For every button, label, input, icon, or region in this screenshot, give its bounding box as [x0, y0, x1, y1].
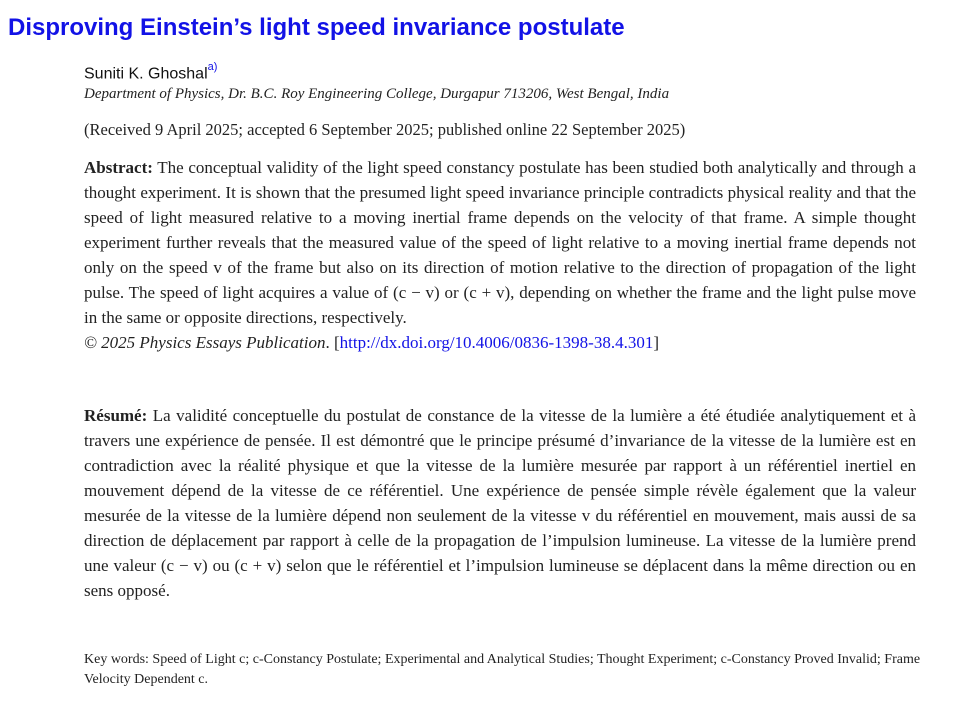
resume-label: Résumé:	[84, 406, 148, 425]
resume-text: La validité conceptuelle du postulat de constance de la vitesse de la lumière a été étudiée analytiquement et à travers une expérience de pensée. Il est démontré que le principe présumé d’invariance de la vitesse de la lumière est en contradiction avec la réalité physique et que la vitesse de la lumière mesurée par rapport à un référentiel inertiel en mouvement dépend de la vitesse de ce référentiel. Une expérience de pensée simple révèle également que la valeur mesurée de la vitesse de la lumière dépend non seulement de la vitesse v du référentiel en mouvement, mais aussi de sa direction de déplacement par rapport à celle de la propagation de l’impulsion lumineuse. La vitesse de la lumière prend une valeur (c − v) ou (c + v) selon que le référentiel et l’impulsion lumineuse se déplacent dans la même direction ou en sens opposé.	[84, 406, 916, 600]
copyright-notice: © 2025 Physics Essays Publication	[84, 333, 326, 352]
abstract	[84, 155, 916, 355]
doi-close: ]	[653, 333, 660, 352]
paper-title: Disproving Einstein’s light speed invariance postulate	[8, 14, 625, 41]
doi-open: . [	[325, 333, 340, 352]
doi-link[interactable]: http://dx.doi.org/10.4006/0836-1398-38.4.301	[339, 333, 654, 352]
keywords: Key words: Speed of Light c; c-Constancy Postulate; Experimental and Analytical Studies; Thought Experiment; c-Constancy Proved Invalid; Frame Velocity Dependent c.	[84, 652, 921, 687]
abstract-label: Abstract:	[84, 158, 153, 177]
author-footnote-link[interactable]: a)	[207, 61, 218, 73]
author-affiliation: Department of Physics, Dr. B.C. Roy Engineering College, Durgapur 713206, West Bengal, India	[84, 86, 670, 102]
abstract-text: The conceptual validity of the light speed constancy postulate has been studied both analytically and through a thought experiment. It is shown that the presumed light speed invariance principle contradicts physical reality and that the speed of light measured relative to a moving inertial frame depends on the velocity of that frame. A simple thought experiment further reveals that the measured value of the speed of light relative to a moving inertial frame depends not only on the speed v of the frame but also on its direction of motion relative to the direction of propagation of the light pulse. The speed of light acquires a value of (c − v) or (c + v), depending on whether the frame and the light pulse move in the same or opposite directions, respectively.	[84, 158, 916, 327]
received-dates: (Received 9 April 2025; accepted 6 September 2025; published online 22 September 2025)	[84, 120, 686, 139]
author-line	[84, 63, 217, 83]
resume	[84, 403, 916, 603]
author-name: Suniti K. Ghoshal	[84, 65, 208, 83]
